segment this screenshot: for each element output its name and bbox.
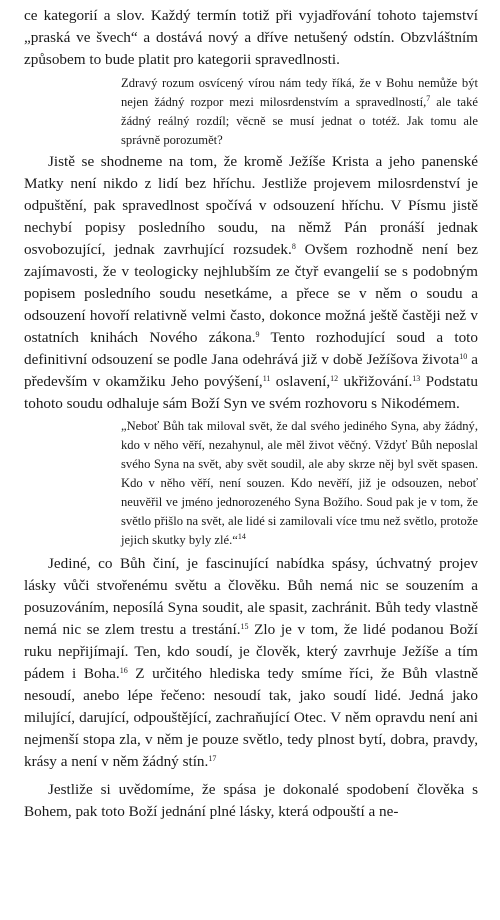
footnote-marker: 13 bbox=[412, 374, 421, 383]
footnote-marker: 16 bbox=[119, 666, 128, 675]
quote-reason-faith: Zdravý rozum osvícený vírou nám tedy říká, že v Bohu nemůže být nejen žádný rozpor mezi milosrdenstvím a spravedlností,$^7$ ale také žádný reálný rozdíl; věcně se musí jednat o totéž. Jak tomu ale správně porozumět? bbox=[121, 76, 478, 147]
footnote-marker: 12 bbox=[330, 374, 339, 383]
footnote-marker: 17 bbox=[208, 754, 217, 763]
footnote-marker: 7 bbox=[426, 94, 431, 103]
paragraph-continuation: ce kategorií a slov. Každý termín totiž při vyjadřování tohoto tajemství „praská ve švech“ a dostává nový a dříve netušený odstín. Obzvláštním způsobem to bude platit pro kategorii spravedlnosti. bbox=[24, 7, 478, 68]
footnote-marker: 11 bbox=[262, 374, 271, 383]
footnote-marker: 8 bbox=[291, 242, 296, 251]
paragraph-offer-of-salvation: Jediné, co Bůh činí, je fascinující nabídka spásy, úchvatný projev lásky vůči stvořenému světu a člověku. Bůh nemá nic se souzením a posuzováním, neposílá Syna soudit, ale spasit, zachránit. Bůh tedy vlastně nemá nic se zlem trestu a trestání.$^{15}$ Zlo je v tom, že lidé podanou Boží ruku nepřijímají. Ten, kdo soudí, je člověk, který zavrhuje Ježíše a tím pádem i Boha.$^{16}$ Z určitého hlediska tedy smíme říci, že Bůh vlastně nesoudí, anebo lépe řečeno: nesoudí tak, jako soudí lidé. Jedná jako milující, darující, odpouštějící, zachraňující Otec. V něm opravdu není ani nejmenší stopa zla, v něm je pouze světlo, tedy plnost bytí, dobra, pravdy, krásy a není v něm žádný stín.$^{17}$ bbox=[24, 555, 479, 770]
paragraph-sin-judgment: Jistě se shodneme na tom, že kromě Ježíše Krista a jeho panenské Matky není nikdo z lidí bez hříchu. Jestliže projevem milosrdenství je odpuštění, pak spravedlnost spočívá v odsouzení hříchu. V Písmu jistě nechybí popisy posledního soudu, na němž Pán pronáší jednak osvobozující, jednak zavrhující rozsudek.$^8$ Ovšem rozhodně není bez zajímavosti, že v teologicky nejhlubším ze čtyř evangelií se s podobným popisem posledního soudu nesetkáme, a přece se v něm o soudu a odsouzení hovoří relativně velmi často, dokonce možná ještě častěji než v ostatních knihách Nového zákona.$^9$ Tento rozhodující soud a toto definitivní odsouzení se podle Jana odehrává již v době Ježíšova života$^{10}$ a především v okamžiku Jeho povýšení,$^{11}$ oslavení,$^{12}$ ukřižování.$^{13}$ Podstatu tohoto soudu odhaluje sám Boží Syn ve svém rozhovoru s Nikodémem. bbox=[24, 153, 478, 412]
paragraph-salvation-likeness: Jestliže si uvědomíme, že spása je dokonalé spodobení člověka s Bohem, pak toto Boží jednání plné lásky, která odpouští a ne- bbox=[24, 781, 478, 820]
footnote-marker: 10 bbox=[459, 352, 468, 361]
footnote-marker: 9 bbox=[255, 330, 260, 339]
footnote-marker: 15 bbox=[240, 622, 249, 631]
quote-john-3: „Neboť Bůh tak miloval svět, že dal svého jediného Syna, aby žádný, kdo v něho věří, nezahynul, ale měl život věčný. Vždyť Bůh neposlal svého Syna na svět, aby svět soudil, ale aby skrze něj byl svět spasen. Kdo v něho věří, není souzen. Kdo nevěří, již je odsouzen, neboť neuvěřil ve jméno jednorozeného Syna Božího. Soud pak je v tom, že světlo přišlo na svět, ale lidé si zamilovali více tmu než světlo, protože jejich skutky byly zlé.“$^{14}$ bbox=[121, 419, 478, 547]
footnote-marker: 14 bbox=[237, 532, 246, 541]
